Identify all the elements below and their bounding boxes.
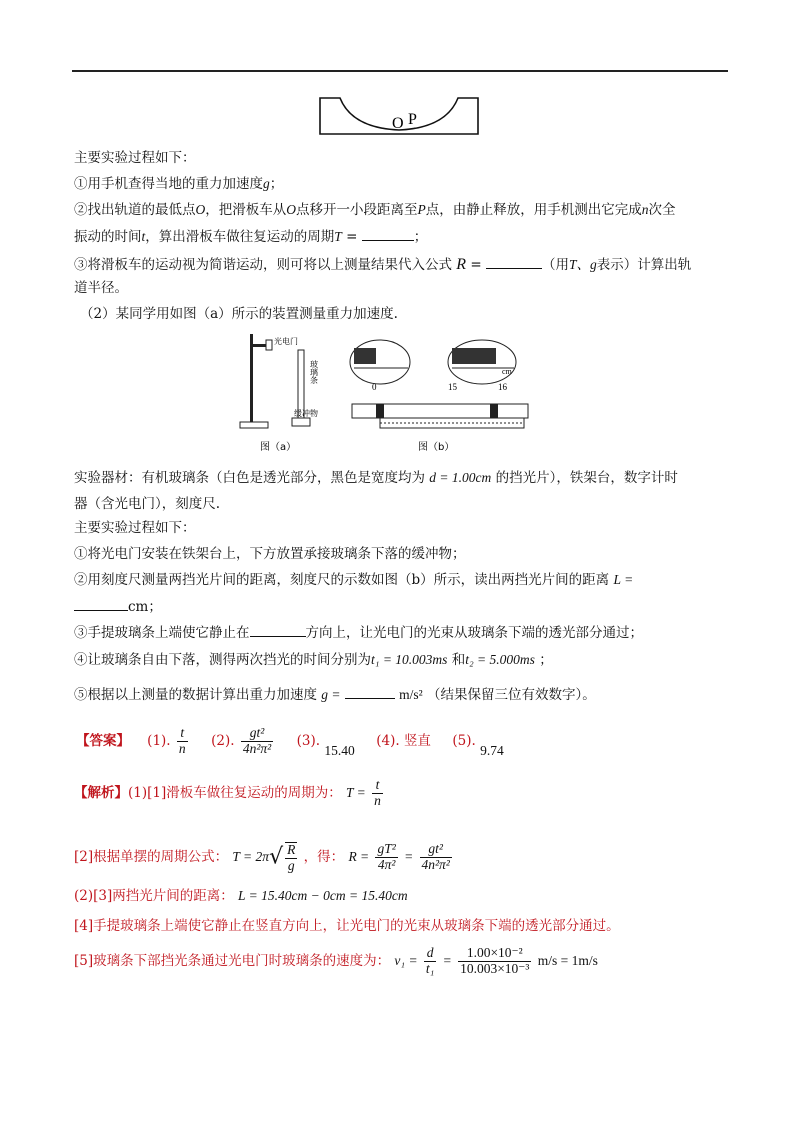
ruler-tick-0: 0 [372, 382, 377, 392]
track-figure [318, 96, 480, 138]
analysis-radius-fraction-1: $\frac{\text{gT²}}{\text{4π²}}$ [377, 841, 396, 872]
part2-step5: ⑤根据以上测量的数据计算出重力加速度 g = m/s² （结果保留三位有效数字）。 [74, 684, 596, 705]
answer-3-value: 15.40 [324, 742, 355, 758]
ruler-tick-15: 15 [448, 382, 457, 392]
part2-step3: ③手提玻璃条上端使它静止在 方向上，让光电门的光束从玻璃条下端的透光部分通过； [74, 622, 643, 643]
direction-blank[interactable] [250, 622, 306, 637]
figure-b-caption: 图（b） [418, 442, 455, 453]
part2-step2: ②用刻度尺测量两挡光片间的距离，刻度尺的示数如图（b）所示，读出两挡光片间的距离 L = [74, 572, 634, 588]
ruler-unit: cm [502, 367, 512, 376]
analysis-line2: [2]根据单摆的周期公式： T = 2π√ $\frac{R}{g}$ ，得： R = $\frac{\text{gT²}}{\text{4π²}}$ = $\frac{\text{gt²}}{\text{4n²π²}}$ [74, 841, 450, 873]
part1-intro: 主要实验过程如下： [74, 150, 196, 166]
distance-equation: L = 15.40cm − 0cm = 15.40cm [238, 888, 408, 903]
photogate-label: 光电门 [274, 337, 298, 346]
analysis-period-fraction: $\frac{t}{n}$ [374, 777, 381, 808]
distance-blank[interactable] [74, 596, 128, 611]
point-p-label: P [408, 111, 417, 128]
answer-5-value: 9.74 [480, 742, 504, 758]
part1-step2: ②找出轨道的最低点O，把滑板车从O点移开一小段距离至P点，由静止释放，用手机测出它完成n次全 [74, 202, 676, 218]
velocity-fraction-2: $\frac{\text{1.00×10⁻²}}{\text{10.003×10⁻³}}$ [460, 945, 530, 976]
period-blank[interactable] [362, 226, 414, 241]
materials-line2: 器（含光电门），刻度尺. [74, 496, 221, 512]
answer-label: 【答案】 [76, 732, 130, 749]
analysis-line1: 【解析】(1)[1]滑板车做往复运动的周期为： T = $\frac{t}{n}$ [74, 777, 381, 808]
analysis-line3: (2)[3]两挡光片间的距离： L = 15.40cm − 0cm = 15.40cm [74, 888, 408, 904]
analysis-sqrt-fraction: $\frac{R}{g}$ [287, 841, 296, 873]
part2-step1: ①将光电门安装在铁架台上，下方放置承接玻璃条下落的缓冲物； [74, 546, 466, 562]
answer-2-fraction: $\frac{\text{gt²}}{\text{4n²π²}}$ [242, 725, 272, 756]
part2-step4: ④让玻璃条自由下落，测得两次挡光的时间分别为t₁ = 10.003ms 和t₂ = 5.000ms ； [74, 652, 553, 668]
header-rule [72, 70, 728, 72]
analysis-radius-fraction-2: $\frac{\text{gt²}}{\text{4n²π²}}$ [421, 841, 450, 872]
ruler-tick-16: 16 [498, 382, 507, 392]
figure-a-apparatus [236, 330, 336, 454]
radius-formula-blank[interactable] [486, 254, 542, 269]
part2-intro2: 主要实验过程如下： [74, 520, 196, 536]
figure-a-caption: 图（a） [260, 442, 297, 453]
analysis-line5: [5]玻璃条下部挡光条通过光电门时玻璃条的速度为： v₁ = $\frac{d}{\text{t₁}}$ = $\frac{\text{1.00×10⁻²}}{\text{10.003×10⁻³}}$ m/s = 1m/s [74, 945, 598, 976]
materials: 实验器材：有机玻璃条（白色是透光部分，黑色是宽度均为 d = 1.00cm 的挡光片），铁架台，数字计时 [74, 470, 678, 486]
answer-4-value: 竖直 [403, 732, 431, 749]
part1-step2-line2: 振动的时间t，算出滑板车做往复运动的周期T = ； [74, 226, 427, 247]
velocity-fraction-1: $\frac{d}{\text{t₁}}$ [425, 945, 435, 976]
buffer-label: 缓冲物 [294, 409, 318, 418]
part2-intro: （2）某同学用如图（a）所示的装置测量重力加速度. [80, 306, 398, 322]
glass-strip-label: 玻璃条 [309, 360, 319, 384]
answer-row: 【答案】 (1). $\frac{t}{n}$ (2). $\frac{\text{gt²}}{\text{4n²π²}}$ (3). 15.40 (4). 竖直 (5). 9.74 [76, 725, 504, 758]
part1-step1: ①用手机查得当地的重力加速度g； [74, 176, 284, 192]
point-o-label: O [392, 115, 404, 132]
figure-b-ruler [348, 338, 532, 458]
gravity-blank[interactable] [345, 684, 395, 699]
analysis-line4: [4]手提玻璃条上端使它静止在竖直方向上，让光电门的光束从玻璃条下端的透光部分通过。 [74, 918, 620, 934]
part1-step3-line2: 道半径。 [74, 280, 128, 296]
answer-1-fraction: $\frac{t}{n}$ [178, 725, 186, 756]
part1-step3: ③将滑板车的运动视为简谐运动，则可将以上测量结果代入公式 R = （用T、g表示）计算出轨 [74, 256, 692, 273]
part2-step2-line2: cm； [74, 596, 162, 617]
